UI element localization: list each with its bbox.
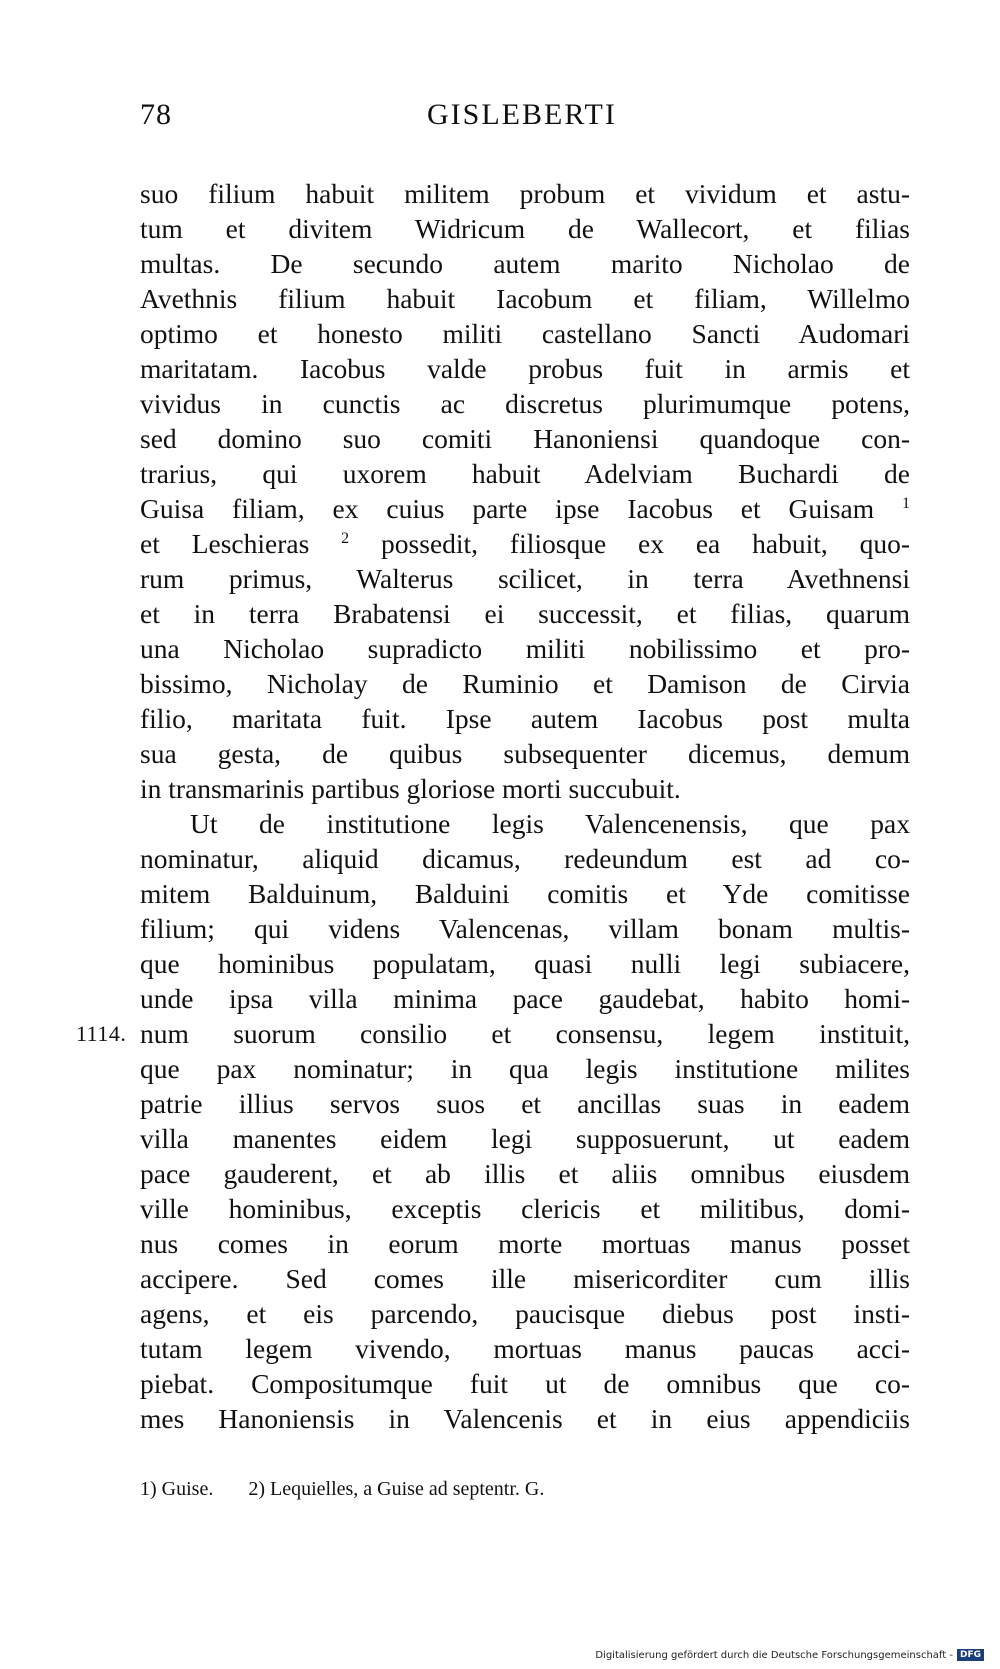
text-line: que hominibus populatam, quasi nulli legi subiacere, [140, 948, 910, 979]
text-line: in transmarinis partibus gloriose morti succubuit. [140, 773, 681, 804]
footnote: 2) Lequielles, a Guise ad septentr. G. [248, 1478, 545, 1500]
footnotes [140, 1478, 910, 1501]
text-line: nominatur, aliquid dicamus, redeundum est ad co- [140, 843, 910, 874]
running-title: GISLEBERTI [427, 98, 617, 131]
text-line: Ut de institutione legis Valencenensis, que pax [190, 808, 910, 839]
footnote-marker: 1 [902, 495, 910, 512]
text-line: tutam legem vivendo, mortuas manus paucas acci- [140, 1333, 910, 1364]
text-line: patrie illius servos suos et ancillas suas in eadem [140, 1088, 910, 1119]
margin-year-note: 1114. [76, 1021, 127, 1046]
digitization-credit [595, 1649, 984, 1661]
text-line [76, 1016, 910, 1051]
main-text [76, 176, 911, 1436]
text-line: mes Hanoniensis in Valencenis et in eius appendiciis [140, 1403, 910, 1434]
text-line: maritatam. Iacobus valde probus fuit in armis et [140, 353, 910, 384]
text-line: mitem Balduinum, Balduini comitis et Yde comitisse [140, 878, 910, 909]
text-line: tum et divitem Widricum de Wallecort, et filias [140, 213, 910, 244]
footnote-marker: 2 [341, 530, 350, 547]
text-segment: et Leschieras [140, 528, 310, 559]
credit-text: Digitalisierung gefördert durch die Deutsche Forschungsgemeinschaft - [595, 1649, 953, 1661]
text-line: nus comes in eorum morte mortuas manus posset [140, 1228, 910, 1259]
text-line: suo filium habuit militem probum et vividum et astu- [140, 178, 910, 209]
text-line: agens, et eis parcendo, paucisque diebus post insti- [140, 1298, 910, 1329]
page-header [140, 98, 920, 138]
text-line [140, 526, 910, 561]
page-number: 78 [140, 98, 172, 131]
text-segment: num suorum consilio et consensu, legem instituit, [140, 1018, 910, 1049]
text-line: una Nicholao supradicto militi nobilissimo et pro- [140, 633, 910, 664]
text-line: piebat. Compositumque fuit ut de omnibus que co- [140, 1368, 910, 1399]
text-line: sed domino suo comiti Hanoniensi quandoque con- [140, 423, 910, 454]
text-segment: possedit, filiosque ex ea habuit, quo- [381, 528, 911, 559]
text-line: vividus in cunctis ac discretus plurimumque potens, [140, 388, 910, 419]
text-line: multas. De secundo autem marito Nicholao de [140, 248, 910, 279]
text-line: Avethnis filium habuit Iacobum et filiam, Willelmo [140, 283, 910, 314]
footnote: 1) Guise. [140, 1478, 214, 1500]
text-line: filio, maritata fuit. Ipse autem Iacobus post multa [140, 703, 910, 734]
text-line: ville hominibus, exceptis clericis et militibus, domi- [140, 1193, 910, 1224]
text-line: sua gesta, de quibus subsequenter dicemus, demum [140, 738, 910, 769]
text-line: que pax nominatur; in qua legis institutione milites [140, 1053, 910, 1084]
text-line [140, 491, 910, 526]
text-line: filium; qui videns Valencenas, villam bonam multis- [140, 913, 910, 944]
text-segment: Guisa filiam, ex cuius parte ipse Iacobus et Guisam [140, 493, 875, 524]
text-line: optimo et honesto militi castellano Sancti Audomari [140, 318, 910, 349]
text-line: unde ipsa villa minima pace gaudebat, habito homi- [140, 983, 910, 1014]
text-line: pace gauderent, et ab illis et aliis omnibus eiusdem [140, 1158, 910, 1189]
dfg-logo-icon: DFG [957, 1649, 984, 1661]
text-line: rum primus, Walterus scilicet, in terra Avethnensi [140, 563, 910, 594]
text-line: trarius, qui uxorem habuit Adelviam Buchardi de [140, 458, 910, 489]
text-line: bissimo, Nicholay de Ruminio et Damison de Cirvia [140, 668, 910, 699]
text-line: villa manentes eidem legi supposuerunt, ut eadem [140, 1123, 910, 1154]
text-line: et in terra Brabatensi ei successit, et filias, quarum [140, 598, 910, 629]
text-line: accipere. Sed comes ille misericorditer cum illis [140, 1263, 910, 1294]
